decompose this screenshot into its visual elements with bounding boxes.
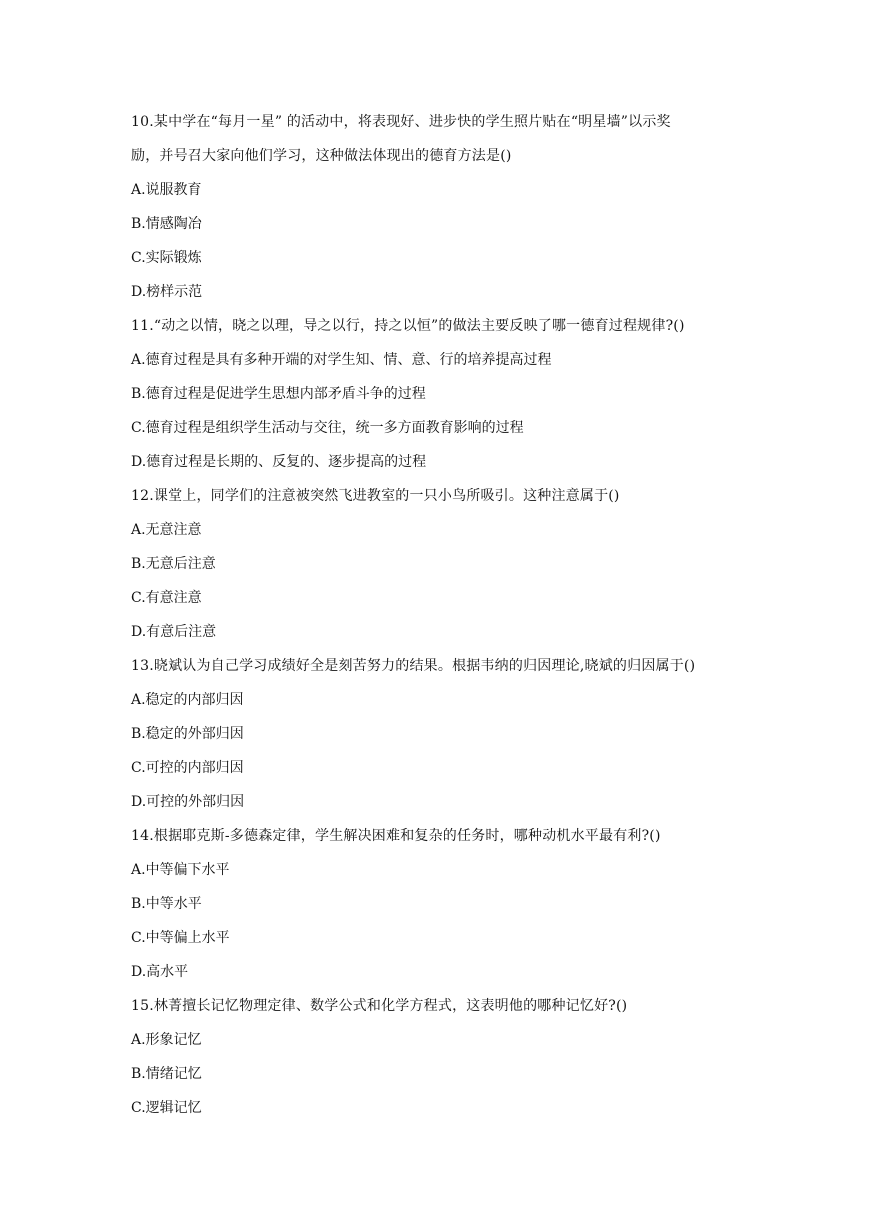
option-b: B.无意后注意 [131, 556, 216, 572]
question-13 [131, 654, 751, 824]
question-stem: 15.林菁擅长记忆物理定律、数学公式和化学方程式，这表明他的哪种记忆好?() [131, 998, 628, 1014]
question-stem: 11.“动之以情，晓之以理，导之以行，持之以恒”的做法主要反映了哪一德育过程规律?() [131, 318, 685, 334]
option-b: B.稳定的外部归因 [131, 726, 244, 742]
option-a: A.无意注意 [131, 522, 202, 538]
option-a: A.形象记忆 [131, 1032, 202, 1048]
option-a: A.说服教育 [131, 182, 202, 198]
question-stem: 励，并号召大家向他们学习，这种做法体现出的德育方法是() [131, 148, 512, 164]
option-d: D.榜样示范 [131, 284, 203, 300]
option-c: C.有意注意 [131, 590, 202, 606]
option-c: C.德育过程是组织学生活动与交往，统一多方面教育影响的过程 [131, 420, 524, 436]
option-c: C.实际锻炼 [131, 250, 202, 266]
question-stem: 10.某中学在“每月一星” 的活动中，将表现好、进步快的学生照片贴在“明星墙”以示奖 [131, 114, 671, 130]
option-b: B.中等水平 [131, 896, 202, 912]
option-b: B.情感陶冶 [131, 216, 202, 232]
option-d: D.有意后注意 [131, 624, 217, 640]
question-15 [131, 994, 751, 1130]
option-a: A.德育过程是具有多种开端的对学生知、情、意、行的培养提高过程 [131, 352, 552, 368]
option-c: C.逻辑记忆 [131, 1100, 202, 1116]
question-11 [131, 314, 751, 484]
question-stem: 14.根据耶克斯-多德森定律，学生解决困难和复杂的任务时，哪种动机水平最有利?() [131, 828, 661, 844]
option-d: D.高水平 [131, 964, 189, 980]
option-d: D.德育过程是长期的、反复的、逐步提高的过程 [131, 454, 427, 470]
option-a: A.稳定的内部归因 [131, 692, 244, 708]
option-b: B.情绪记忆 [131, 1066, 202, 1082]
question-12 [131, 484, 751, 654]
option-d: D.可控的外部归因 [131, 794, 245, 810]
question-stem: 12.课堂上，同学们的注意被突然飞进教室的一只小鸟所吸引。这种注意属于() [131, 488, 620, 504]
option-c: C.中等偏上水平 [131, 930, 230, 946]
question-list [131, 110, 751, 1130]
question-stem: 13.晓斌认为自己学习成绩好全是刻苦努力的结果。根据韦纳的归因理论,晓斌的归因属于() [131, 658, 696, 674]
option-b: B.德育过程是促进学生思想内部矛盾斗争的过程 [131, 386, 426, 402]
question-10 [131, 110, 751, 314]
question-14 [131, 824, 751, 994]
option-a: A.中等偏下水平 [131, 862, 230, 878]
option-c: C.可控的内部归因 [131, 760, 244, 776]
